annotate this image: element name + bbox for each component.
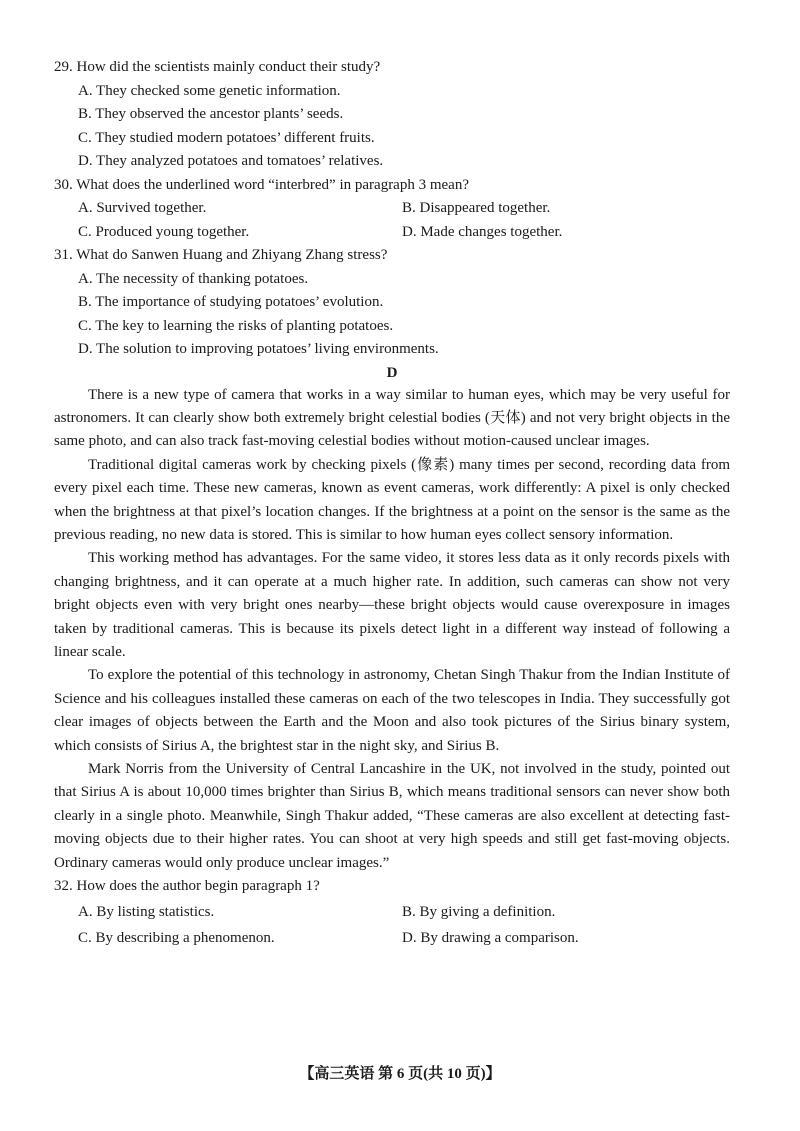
question-29-stem: 29. How did the scientists mainly conduct their study?	[54, 59, 381, 75]
passage-paragraph-4: To explore the potential of this technology in astronomy, Chetan Singh Thakur from the Indian Institute of Science and his colleagues installed these cameras on each of the two telescopes in India. They successfully got clear images of objects between the Earth and the Moon and also took pictures of the Sirius binary system, which consists of Sirius A, the brightest star in the night sky, and Sirius B.	[54, 667, 730, 754]
passage-paragraph-3: This working method has advantages. For the same video, it stores less data as it only records pixels with changing brightness, and it can operate at a much higher rate. In addition, such cameras can show not very bright objects even with very bright ones nearby—these bright objects would cause overexposure in images taken by traditional cameras. This is because its pixels detect light in a different way instead of following a linear scale.	[54, 550, 730, 660]
question-31-option-b: B. The importance of studying potatoes’ evolution.	[78, 294, 384, 310]
question-32-option-c: C. By describing a phenomenon.	[78, 929, 275, 946]
question-32-stem: 32. How does the author begin paragraph 1?	[54, 878, 320, 895]
question-30-option-b: B. Disappeared together.	[402, 200, 551, 216]
question-29-option-a: A. They checked some genetic information.	[78, 82, 341, 99]
question-31-option-c: C. The key to learning the risks of planting potatoes.	[78, 317, 394, 334]
question-30-option-c: C. Produced young together.	[78, 223, 250, 240]
exam-page	[54, 56, 730, 951]
question-29-option-d: D. They analyzed potatoes and tomatoes’ relatives.	[78, 153, 384, 169]
question-32-option-b: B. By giving a definition.	[402, 903, 556, 920]
question-29-option-c: C. They studied modern potatoes’ different fruits.	[78, 129, 375, 146]
question-32-options-row-1	[78, 899, 730, 925]
question-32-options-row-2	[78, 925, 730, 951]
question-30-options-row-2	[78, 221, 730, 245]
question-32-option-a: A. By listing statistics.	[78, 903, 215, 920]
question-30-option-a: A. Survived together.	[78, 200, 207, 216]
passage-paragraph-1: There is a new type of camera that works in a way similar to human eyes, which may be very useful for astronomers. It can clearly show both extremely bright celestial bodies (天体) and not very bright objects in the same photo, and can also track fast-moving celestial bodies without motion-caused unclear images.	[54, 386, 730, 450]
question-30-stem: 30. What does the underlined word “interbred” in paragraph 3 mean?	[54, 176, 469, 193]
question-29-option-b: B. They observed the ancestor plants’ seeds.	[78, 106, 344, 122]
question-30-option-d: D. Made changes together.	[402, 223, 563, 240]
question-31-stem: 31. What do Sanwen Huang and Zhiyang Zhang stress?	[54, 247, 388, 263]
page-footer: 【高三英语 第 6 页(共 10 页)】	[299, 1066, 501, 1082]
question-32-option-d: D. By drawing a comparison.	[402, 929, 579, 946]
passage-paragraph-5: Mark Norris from the University of Central Lancashire in the UK, not involved in the study, pointed out that Sirius A is about 10,000 times brighter than Sirius B, which means traditional sensors can never show both clearly in a single photo. Meanwhile, Singh Thakur added, “These cameras are also excellent at detecting fast-moving objects due to their higher rates. You can shoot at very high speeds and still get fast-moving objects. Ordinary cameras would only produce unclear images.”	[54, 761, 730, 871]
passage-paragraph-2: Traditional digital cameras work by checking pixels (像素) many times per second, recording data from every pixel each time. These new cameras, known as event cameras, work differently: A pixel is only checked when the brightness at that pixel’s location changes. If the brightness at a point on the sensor is the same as the previous reading, no new data is stored. This is similar to how human eyes collect sensory information.	[54, 456, 730, 543]
question-30-options-row-1	[78, 197, 730, 221]
question-31-option-d: D. The solution to improving potatoes’ living environments.	[78, 341, 439, 357]
section-title: D	[386, 364, 398, 381]
question-31-option-a: A. The necessity of thanking potatoes.	[78, 270, 309, 287]
